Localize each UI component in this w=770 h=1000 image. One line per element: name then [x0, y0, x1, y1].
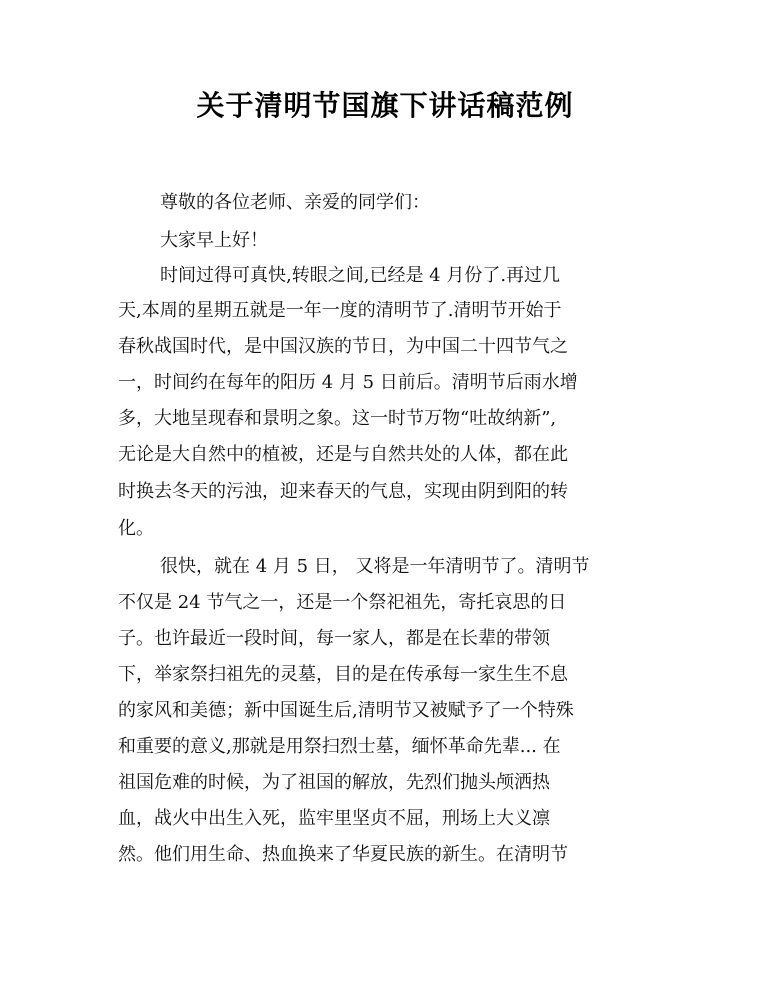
paragraph-line: 春秋战国时代，是中国汉族的节日，为中国二十四节气之 [118, 336, 568, 357]
paragraph-line: 下，举家祭扫祖先的灵墓，目的是在传承每一家生生不息 [118, 664, 568, 685]
document-title: 关于清明节国旗下讲话稿范例 [196, 89, 574, 122]
paragraph-line: 时换去冬天的污浊，迎来春天的气息，实现由阴到阳的转 [118, 481, 568, 502]
paragraph-line: 祖国危难的时候，为了祖国的解放，先烈们抛头颅洒热 [118, 772, 550, 793]
paragraph-line: 化。 [118, 518, 154, 539]
paragraph-line: 多，大地呈现春和景明之象。这一时节万物“吐故纳新”, [118, 408, 557, 429]
greeting-line: 大家早上好！ [160, 230, 268, 251]
paragraph-line: 很快，就在 4 月 5 日， 又将是一年清明节了。清明节 [160, 556, 590, 577]
paragraph-line: 时间过得可真快,转眼之间,已经是 4 月份了.再过几 [160, 265, 561, 286]
paragraph-line: 的家风和美德；新中国诞生后,清明节又被赋予了一个特殊 [118, 700, 574, 721]
paragraph-line: 子。也许最近一段时间，每一家人，都是在长辈的带领 [118, 628, 550, 649]
paragraph-line: 不仅是 24 节气之一，还是一个祭祀祖先，寄托哀思的日 [118, 592, 567, 613]
paragraph-line: 和重要的意义,那就是用祭扫烈士墓，缅怀革命先辈... 在 [118, 736, 561, 757]
paragraph-line: 无论是大自然中的植被，还是与自然共处的人体，都在此 [118, 444, 568, 465]
paragraph-line: 然。他们用生命、热血换来了华夏民族的新生。在清明节 [118, 844, 568, 865]
paragraph-line: 一，时间约在每年的阳历 4 月 5 日前后。清明节后雨水增 [118, 372, 578, 393]
salutation-line: 尊敬的各位老师、亲爱的同学们： [160, 192, 430, 213]
paragraph-line: 血，战火中出生入死，监牢里坚贞不屈，刑场上大义凛 [118, 808, 550, 829]
paragraph-line: 天,本周的星期五就是一年一度的清明节了.清明节开始于 [118, 300, 562, 321]
